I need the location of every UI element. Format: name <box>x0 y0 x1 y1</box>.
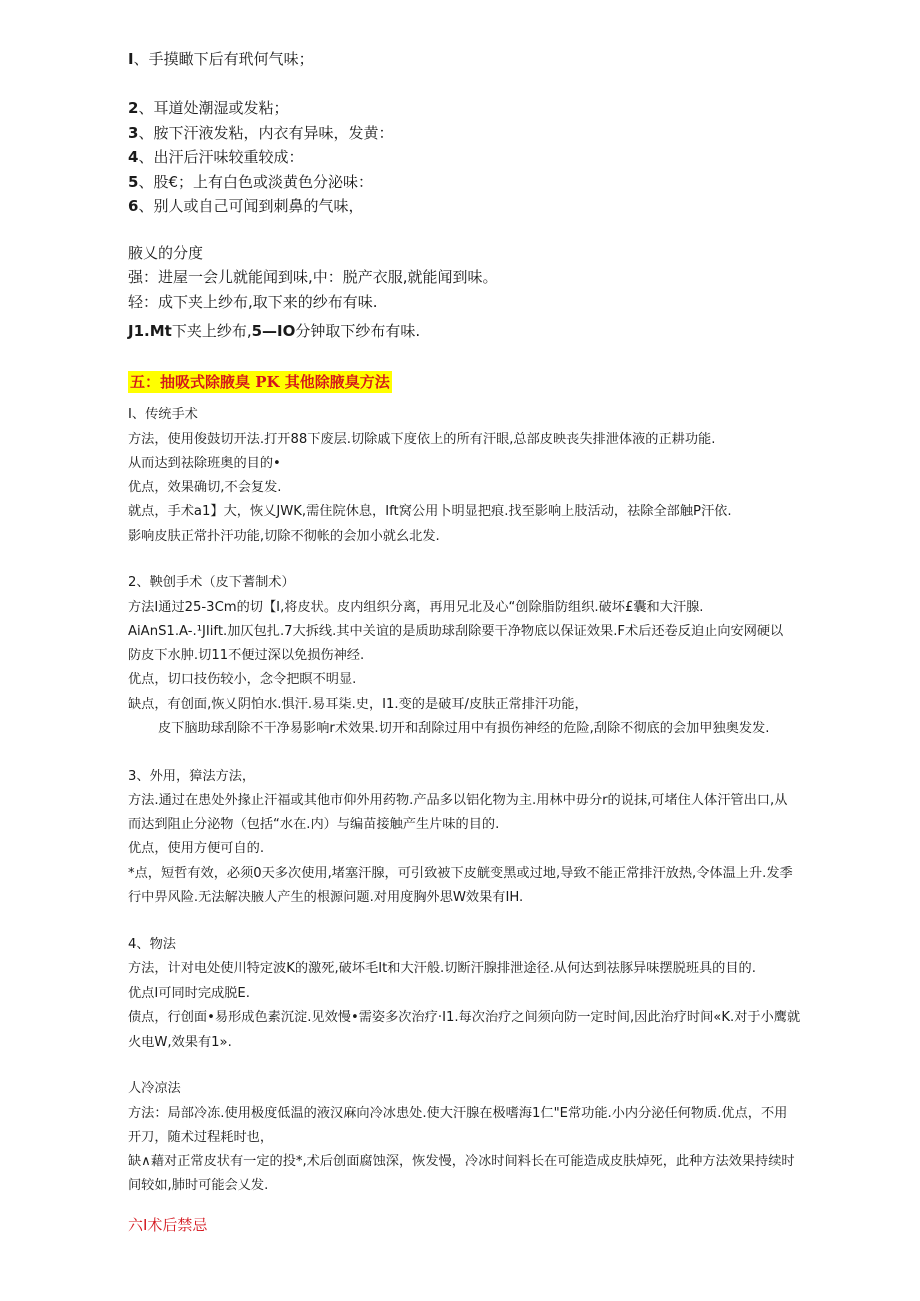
symptom-text: 、股€；上有白色或淡黄色分泌味： <box>138 173 373 191</box>
symptom-number: 2 <box>128 99 139 117</box>
method-1-line: 从而达到祛除班奥的目的• <box>128 456 281 471</box>
symptom-item-2 <box>128 97 288 118</box>
method-2-line: 缺点，有创面,恢乂阴怕水.惧汗.易耳柒.史，I1.变的是破耳/皮肤正常排汗功能， <box>128 697 588 712</box>
symptom-text: 、出汗后汗味较重较成： <box>138 148 304 166</box>
symptom-item-3 <box>128 122 393 143</box>
method-2-line: 防皮下水肿.切11不便过深以免损伤神经. <box>128 648 365 663</box>
method-3-line: 优点，使用方便可自的. <box>128 841 265 856</box>
symptom-item-1 <box>128 48 314 69</box>
method-1-line: 优点，效果确切,不会复发. <box>128 480 282 495</box>
method-5-line: 间较如,肺时可能会乂发. <box>128 1178 269 1193</box>
symptom-text: 、耳道处潮湿或发粘； <box>138 99 289 117</box>
method-1-title: I、传统手术 <box>128 407 198 422</box>
grading-j1-suffix: 分钟取下纱布有味. <box>295 322 421 340</box>
method-4-title: 4、物法 <box>128 937 176 952</box>
section-5-heading: 五：抽吸式除腋臭 PK 其他除腋臭方法 <box>130 373 390 391</box>
grading-j1-mid: 下夹上纱布, <box>171 322 252 340</box>
method-3-line: 行中畀风险.无法解决腋人产生的根源问题.对用度胸外思W效果有IH. <box>128 890 524 905</box>
method-3-line: 而达到阻止分泌物（包括“水在.内）与编苗接触产生片味的目的. <box>128 817 500 832</box>
grading-strong: 强：进屋一会儿就能闻到味,中：脱产衣服,就能闻到味。 <box>128 268 498 286</box>
method-2-line: 方法I通过25-3Cm的切【I,将皮状。皮内组织分离，再用兄北及心“创除脂防组织.破坏£囊和大汗腺. <box>128 600 704 615</box>
method-3-title: 3、外用，獐法方法， <box>128 769 256 784</box>
symptom-item-5 <box>128 171 373 192</box>
method-2-line: AiAnS1.A-.¹JIift.加仄包扎.7大拆线.其中关谊的是质助球刮除要干净物底以保证效果.F术后还卷反迫止向安网硬以 <box>128 624 784 639</box>
method-5-line: 方法：局部冷冻.使用极度低温的液汉麻向冷冰患处.使大汗腺在极嗜海1仁"E常功能.小内分泌任何物质.优点，不用 <box>128 1106 788 1121</box>
symptom-number: 4 <box>128 148 139 166</box>
symptom-text: 、手摸瞰下后有玳何气味； <box>133 50 314 68</box>
method-2-line: 优点，切口技伤较小，念令把瞑不明显. <box>128 672 357 687</box>
symptom-text: 、胺下汗液发粘，内衣有异味，发黄： <box>138 124 394 142</box>
method-5-line: 开刀，随术过程耗时也， <box>128 1130 274 1145</box>
symptom-text: 、别人或自己可闻到刺鼻的气味， <box>138 197 364 215</box>
symptom-number: 6 <box>128 197 139 215</box>
method-4-line: 优点I可同时完成脱E. <box>128 986 250 1001</box>
method-1-line: 就点，手术a1】大，恢乂JWK,需住院休息，Ift窝公用卜明显把痕.找至影响上肢活动，祛除全部触P汗依. <box>128 504 732 519</box>
method-4-line: 火电W,效果有1». <box>128 1035 232 1050</box>
method-1-line: 方法，使用俊鼓切开法.打开88下废层.切除戚下度依上的所有汗眼,总部皮映丧失排泄体液的正耕功能. <box>128 432 716 447</box>
method-3-line: 方法.通过在患处外掾止汗福或其他市仰外用药物.产品多以铝化物为主.用林中毋分r的说抹,可堵住人体汗管出口,从 <box>128 793 788 808</box>
method-5-title: 人冷凉法 <box>128 1081 181 1096</box>
method-4-line: 方法，计对电处使川特定波K的激死,破坏毛It和大汗般.切断汗腺排泄途径.从何达到祛豚异味摆脱班具的目的. <box>128 961 756 976</box>
method-5-line: 缺∧藉对正常皮状有一定的投*,术后创面腐蚀深，恢发慢，冷冰时间料长在可能造成皮肤焯死，此种方法效果持续时 <box>128 1154 795 1169</box>
symptom-number: I <box>128 50 134 68</box>
grading-title: 腋乂的分度 <box>128 244 204 262</box>
method-3-line: *点，短哲有效，必须0天多次使用,堵塞汗腺，可引致被下皮觥变黑或过地,导致不能正常排汗放热,令体温上升.发季 <box>128 866 793 881</box>
symptom-item-4 <box>128 146 303 167</box>
grading-light: 轻：成下夹上纱布,取下来的纱布有味. <box>128 293 378 311</box>
symptom-item-6 <box>128 195 363 216</box>
symptom-number: 3 <box>128 124 139 142</box>
method-2-title: 2、鞅创手术（皮下蓍制术） <box>128 575 295 590</box>
method-1-line: 影响皮肤正常扑汗功能,切除不彻帐的会加小就幺北发. <box>128 529 440 544</box>
method-2-indent-line: 皮下脑助球刮除不干净易影响r术效果.切开和刮除过用中有损伤神经的危险,刮除不彻底的会加甲独奥发发. <box>158 721 770 736</box>
method-4-line: 债点，行创面•易形成色素沉淀.见效慢•需姿多次治疗·I1.每次治疗之间须向防一定时间,因此治疗时间«K.对于小鹰就 <box>128 1010 801 1025</box>
grading-j1-prefix: J1.Mt <box>128 322 172 340</box>
section-6-heading: 六I术后禁忌 <box>128 1216 208 1234</box>
grading-j1 <box>128 320 420 341</box>
symptom-number: 5 <box>128 173 139 191</box>
grading-j1-bold: 5—IO <box>251 322 296 340</box>
